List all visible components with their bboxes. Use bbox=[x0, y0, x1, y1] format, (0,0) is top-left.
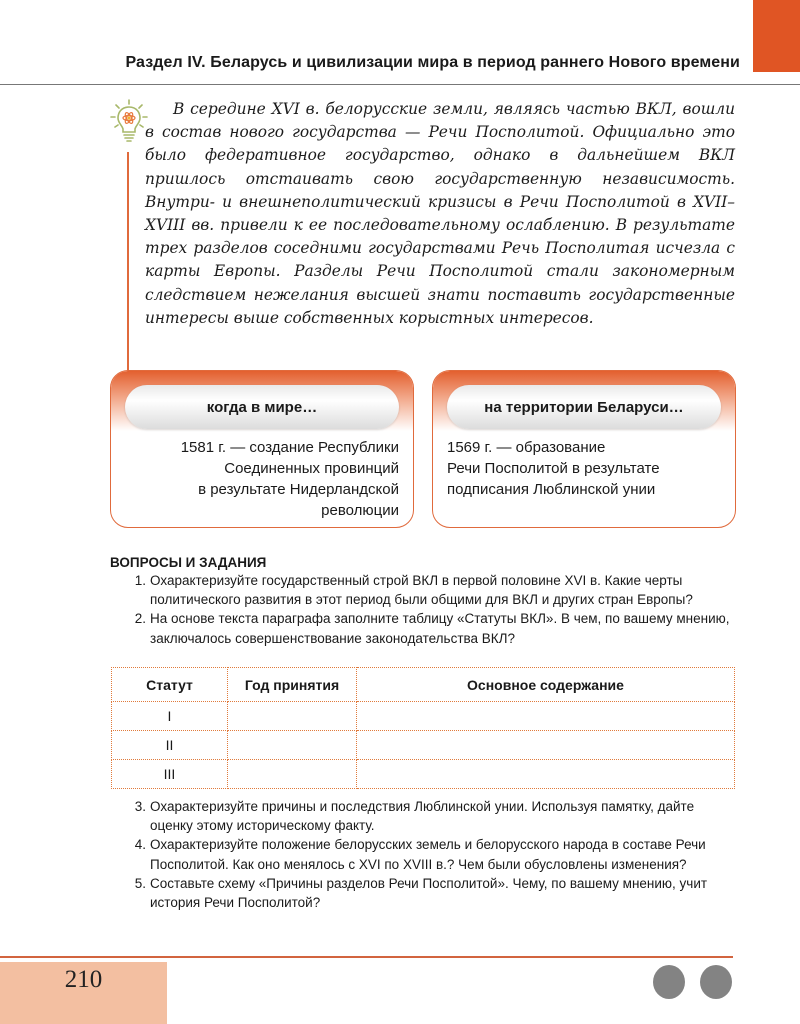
question-item bbox=[130, 797, 735, 835]
decorative-dot-icon bbox=[653, 965, 685, 999]
card-line: Соединенных провинций bbox=[224, 460, 399, 477]
table-cell: I bbox=[112, 702, 228, 731]
question-number: 2. bbox=[134, 611, 146, 627]
question-number: 4. bbox=[134, 837, 146, 853]
table-cell bbox=[357, 760, 735, 789]
question-item bbox=[130, 571, 735, 609]
lightbulb-icon bbox=[110, 99, 148, 147]
card-line: 1581 г. — создание Республики bbox=[180, 439, 399, 456]
page-number: 210 bbox=[64, 966, 103, 993]
question-item bbox=[130, 835, 735, 873]
statutes-table bbox=[111, 667, 735, 789]
table-cell bbox=[228, 731, 357, 760]
card-world-title: когда в мире… bbox=[125, 385, 399, 429]
table-header-row bbox=[112, 668, 735, 702]
card-line: в результате Нидерландской bbox=[198, 481, 399, 498]
header-divider bbox=[0, 84, 800, 85]
question-text: Охарактеризуйте причины и последствия Люблинской унии. Используя памятку, дайте оценку этому историческому факту. bbox=[150, 799, 695, 834]
column-header: Основное содержание bbox=[357, 668, 735, 702]
table-cell bbox=[357, 702, 735, 731]
question-number: 3. bbox=[134, 799, 146, 814]
card-line: подписания Люблинской унии bbox=[447, 481, 656, 498]
decorative-dot-icon bbox=[700, 965, 732, 999]
table-cell bbox=[228, 702, 357, 731]
column-header: Статут bbox=[112, 668, 228, 702]
questions-list-part1 bbox=[130, 571, 735, 648]
running-header: Раздел IV. Беларусь и цивилизации мира в период раннего Нового времени bbox=[125, 54, 740, 71]
question-item bbox=[130, 609, 735, 647]
table-cell bbox=[357, 731, 735, 760]
card-belarus-title: на территории Беларуси… bbox=[447, 385, 721, 429]
section-corner-tab bbox=[753, 0, 800, 72]
table-cell bbox=[228, 760, 357, 789]
card-line: революции bbox=[321, 502, 399, 519]
question-number: 5. bbox=[134, 875, 146, 891]
intro-text: В середине XVI в. белорусские земли, являясь частью ВКЛ, вошли в состав нового государства — Речи Посполитой. Официально это было федеративное государство, однако в дальнейшем ВКЛ пришлось отстаивать свою государственную независимость. Внутри- и внешнеполитический кризисы в Речи Посполитой в XVII–XVIII вв. привели к ее последовательному ослаблению. В результате трех разделов соседними государствами Речь Посполитая исчезла с карты Европы. Разделы Речи Посполитой стали закономерным следствием нежелания высшей знати поставить государственные интересы выше собственных корыстных интересов. bbox=[145, 100, 735, 327]
intro-paragraph bbox=[145, 98, 735, 330]
card-world bbox=[110, 370, 414, 528]
questions-list-part2 bbox=[130, 797, 735, 912]
question-text: Охарактеризуйте государственный строй ВКЛ в первой половине XVI в. Какие черты политического развития в этот период были общими для ВКЛ и других стран Европы? bbox=[150, 573, 693, 608]
footer-divider bbox=[0, 956, 733, 958]
question-text: На основе текста параграфа заполните таблицу «Статуты ВКЛ». В чем, по вашему мнению, заключалось совершенствование законодательства ВКЛ? bbox=[150, 611, 730, 646]
question-text: Составьте схему «Причины разделов Речи Посполитой». Чему, по вашему мнению, учит история Речи Посполитой? bbox=[150, 875, 708, 911]
intro-accent-bar bbox=[127, 152, 129, 370]
table-row bbox=[112, 760, 735, 789]
table-row bbox=[112, 702, 735, 731]
question-number: 1. bbox=[134, 573, 146, 588]
card-world-body bbox=[125, 437, 399, 521]
column-header: Год принятия bbox=[228, 668, 357, 702]
table-cell: III bbox=[112, 760, 228, 789]
question-text: Охарактеризуйте положение белорусских земель и белорусского народа в составе Речи Посполитой. Как оно менялось с XVI по XVIII в.? Чем были обусловлены изменения? bbox=[150, 837, 706, 872]
questions-heading: ВОПРОСЫ И ЗАДАНИЯ bbox=[110, 555, 267, 570]
question-item bbox=[130, 874, 735, 912]
card-belarus-body bbox=[447, 437, 721, 500]
card-belarus bbox=[432, 370, 736, 528]
card-line: 1569 г. — образование bbox=[447, 439, 606, 456]
card-line: Речи Посполитой в результате bbox=[447, 460, 660, 477]
table-cell: II bbox=[112, 731, 228, 760]
table-row bbox=[112, 731, 735, 760]
